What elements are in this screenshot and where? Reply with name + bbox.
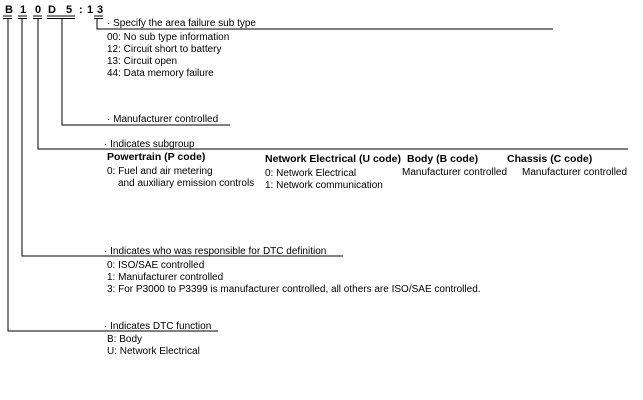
function-line-2: U: Network Electrical: [107, 346, 200, 357]
code-char-colon: :: [79, 4, 83, 16]
chassis-heading: Chassis (C code): [507, 153, 593, 165]
network-line-1: 0: Network Electrical: [265, 168, 357, 179]
subtype-title: · Specify the area failure sub type: [107, 18, 256, 29]
responsible-line-2: 1: Manufacturer controlled: [107, 272, 224, 283]
powertrain-line-2: and auxiliary emission controls: [118, 178, 255, 189]
chassis-line-1: Manufacturer controlled: [522, 167, 628, 178]
subtype-line-3: 13: Circuit open: [107, 56, 178, 67]
powertrain-heading: Powertrain (P code): [107, 151, 206, 163]
manufacturer-title: · Manufacturer controlled: [107, 114, 219, 125]
responsible-line-3: 3: For P3000 to P3399 is manufacturer controlled, all others are ISO/SAE controlled.: [107, 284, 481, 295]
subgroup-title: · Indicates subgroup: [104, 139, 195, 150]
code-char-d: D: [48, 4, 56, 16]
powertrain-line-1: 0: Fuel and air metering: [107, 166, 213, 177]
network-heading: Network Electrical (U code): [265, 153, 401, 165]
body-heading: Body (B code): [407, 153, 479, 165]
responsible-line-1: 0: ISO/SAE controlled: [107, 260, 205, 271]
code-char-0: 0: [35, 4, 42, 16]
subtype-line-1: 00: No sub type information: [107, 32, 230, 43]
function-title: · Indicates DTC function: [104, 321, 212, 332]
code-char-1b: 1: [87, 4, 94, 16]
code-underlines: [3, 16, 103, 19]
network-line-2: 1: Network communication: [265, 180, 383, 191]
code-char-5: 5: [66, 4, 73, 16]
function-line-1: B: Body: [107, 334, 143, 345]
code-char-1: 1: [20, 4, 27, 16]
code-char-3: 3: [97, 4, 104, 16]
subtype-line-4: 44: Data memory failure: [107, 68, 214, 79]
body-line-1: Manufacturer controlled: [402, 167, 508, 178]
responsible-title: · Indicates who was responsible for DTC definition: [104, 246, 327, 257]
code-char-b: B: [5, 4, 13, 16]
subtype-line-2: 12: Circuit short to battery: [107, 44, 222, 55]
